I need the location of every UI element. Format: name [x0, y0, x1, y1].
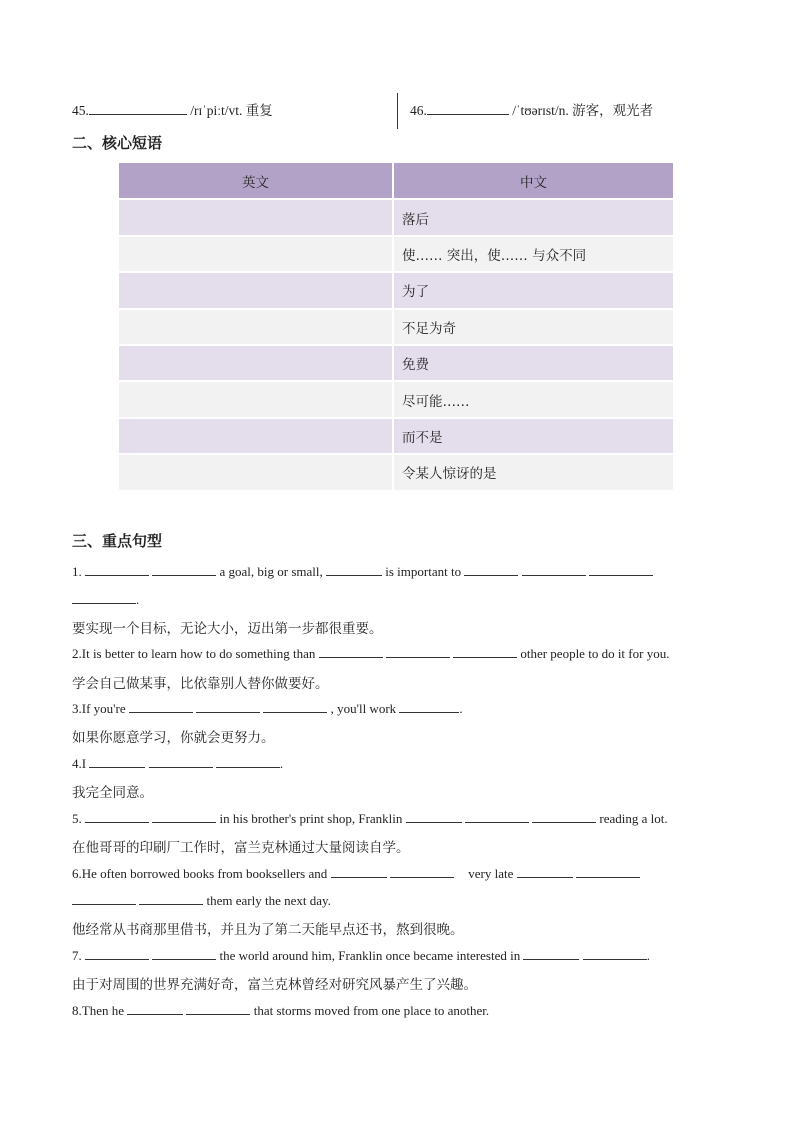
answer-blank[interactable]	[127, 1002, 183, 1015]
sentence-5	[72, 810, 668, 827]
sentence-text: 6.He often borrowed books from booksellers and	[72, 866, 328, 881]
sentence-3	[72, 700, 463, 717]
table-row	[119, 309, 674, 345]
answer-blank[interactable]	[149, 755, 213, 768]
answer-blank[interactable]	[465, 810, 529, 823]
vocab-item-45	[72, 99, 273, 119]
answer-blank[interactable]	[583, 947, 647, 960]
sentence-number: 5.	[72, 811, 82, 826]
answer-blank[interactable]	[196, 700, 260, 713]
answer-blank[interactable]	[331, 865, 387, 878]
sentence-7	[72, 947, 650, 964]
sentence-1-continued	[72, 591, 139, 608]
sentence-6	[72, 865, 640, 882]
sentence-text: that storms moved from one place to another.	[253, 1003, 490, 1018]
chinese-cell: 尽可能……	[393, 381, 674, 417]
english-answer-cell[interactable]	[119, 309, 393, 345]
chinese-cell: 落后	[393, 199, 674, 235]
sentence-text: .	[279, 756, 284, 771]
answer-blank[interactable]	[72, 892, 136, 905]
answer-blank[interactable]	[85, 947, 149, 960]
english-answer-cell[interactable]	[119, 236, 393, 272]
phrases-table	[119, 163, 675, 492]
english-answer-cell[interactable]	[119, 345, 393, 381]
english-answer-cell[interactable]	[119, 381, 393, 417]
answer-blank[interactable]	[453, 645, 517, 658]
sentence-1-translation: 要实现一个目标，无论大小，迈出第一步都很重要。	[72, 621, 383, 637]
answer-blank[interactable]	[72, 591, 136, 604]
sentence-2	[72, 645, 669, 662]
answer-blank[interactable]	[89, 755, 145, 768]
sentence-1	[72, 563, 653, 580]
sentence-text: 8.Then he	[72, 1003, 124, 1018]
section-heading-phrases: 二、核心短语	[72, 134, 163, 152]
answer-blank[interactable]	[326, 563, 382, 576]
chinese-cell: 而不是	[393, 418, 674, 454]
answer-blank[interactable]	[386, 645, 450, 658]
sentence-5-translation: 在他哥哥的印刷厂工作时，富兰克林通过大量阅读自学。	[72, 840, 410, 856]
sentence-text: .	[646, 948, 650, 963]
english-answer-cell[interactable]	[119, 199, 393, 235]
chinese-cell: 免费	[393, 345, 674, 381]
chinese-cell: 不足为奇	[393, 309, 674, 345]
header-english: 英文	[119, 163, 393, 199]
column-divider	[397, 93, 398, 129]
answer-blank[interactable]	[390, 865, 454, 878]
sentence-6-continued	[72, 892, 331, 909]
header-chinese: 中文	[393, 163, 674, 199]
vocab-item-46	[410, 99, 653, 119]
sentence-7-translation: 由于对周围的世界充满好奇，富兰克林曾经对研究风暴产生了兴趣。	[72, 977, 477, 993]
sentence-4	[72, 755, 283, 772]
answer-blank[interactable]	[85, 810, 149, 823]
answer-blank[interactable]	[152, 947, 216, 960]
table-row	[119, 345, 674, 381]
answer-blank[interactable]	[152, 810, 216, 823]
sentence-text: very late	[468, 866, 514, 881]
table-row	[119, 236, 674, 272]
vocab-meaning: 游客，观光者	[572, 103, 654, 119]
sentence-text: other people to do it for you.	[520, 646, 670, 661]
sentence-text: them early the next day.	[206, 893, 331, 908]
answer-blank[interactable]	[263, 700, 327, 713]
answer-blank[interactable]	[152, 563, 216, 576]
table-row	[119, 454, 674, 490]
sentence-text: , you'll work	[330, 701, 397, 716]
table-row	[119, 418, 674, 454]
answer-blank[interactable]	[89, 102, 187, 115]
vocab-number: 45.	[72, 103, 89, 118]
vocab-meaning: 重复	[245, 103, 273, 119]
answer-blank[interactable]	[139, 892, 203, 905]
sentence-2-translation: 学会自己做某事，比依靠别人替你做要好。	[72, 676, 329, 692]
sentence-4-translation: 我完全同意。	[72, 785, 153, 801]
sentence-text: is important to	[385, 564, 462, 579]
chinese-cell: 令某人惊讶的是	[393, 454, 674, 490]
vocab-number: 46.	[410, 103, 427, 118]
answer-blank[interactable]	[129, 700, 193, 713]
english-answer-cell[interactable]	[119, 272, 393, 308]
sentence-3-translation: 如果你愿意学习，你就会更努力。	[72, 730, 275, 746]
answer-blank[interactable]	[589, 563, 653, 576]
sentence-text: 2.It is better to learn how to do something than	[72, 646, 316, 661]
chinese-cell: 使…… 突出，使…… 与众不同	[393, 236, 674, 272]
answer-blank[interactable]	[464, 563, 518, 576]
table-row	[119, 381, 674, 417]
answer-blank[interactable]	[532, 810, 596, 823]
answer-blank[interactable]	[522, 563, 586, 576]
english-answer-cell[interactable]	[119, 454, 393, 490]
sentence-6-translation: 他经常从书商那里借书，并且为了第二天能早点还书，熬到很晚。	[72, 922, 464, 938]
table-header-row	[119, 163, 674, 199]
answer-blank[interactable]	[427, 102, 509, 115]
sentence-text: a goal, big or small,	[219, 564, 323, 579]
english-answer-cell[interactable]	[119, 418, 393, 454]
sentence-text: .	[459, 701, 463, 716]
sentence-number: 1.	[72, 564, 82, 579]
sentence-number: 7.	[72, 948, 82, 963]
table-row	[119, 199, 674, 235]
sentence-text: 4.I	[72, 756, 87, 771]
sentence-text: 3.If you're	[72, 701, 126, 716]
answer-blank[interactable]	[85, 563, 149, 576]
sentence-8	[72, 1002, 489, 1019]
answer-blank[interactable]	[576, 865, 640, 878]
chinese-cell: 为了	[393, 272, 674, 308]
sentence-text: .	[136, 592, 140, 607]
answer-blank[interactable]	[399, 700, 459, 713]
answer-blank[interactable]	[406, 810, 462, 823]
sentence-text: in his brother's print shop, Franklin	[219, 811, 403, 826]
answer-blank[interactable]	[186, 1002, 250, 1015]
answer-blank[interactable]	[523, 947, 579, 960]
sentence-text: the world around him, Franklin once became interested in	[219, 948, 521, 963]
answer-blank[interactable]	[517, 865, 573, 878]
vocab-phonetic: /rɪˈpiːt/vt.	[190, 103, 243, 118]
sentence-text: reading a lot.	[599, 811, 668, 826]
answer-blank[interactable]	[216, 755, 280, 768]
section-heading-sentences: 三、重点句型	[72, 532, 163, 550]
table-row	[119, 272, 674, 308]
vocab-phonetic: /ˈtʊərɪst/n.	[512, 103, 569, 118]
answer-blank[interactable]	[319, 645, 383, 658]
